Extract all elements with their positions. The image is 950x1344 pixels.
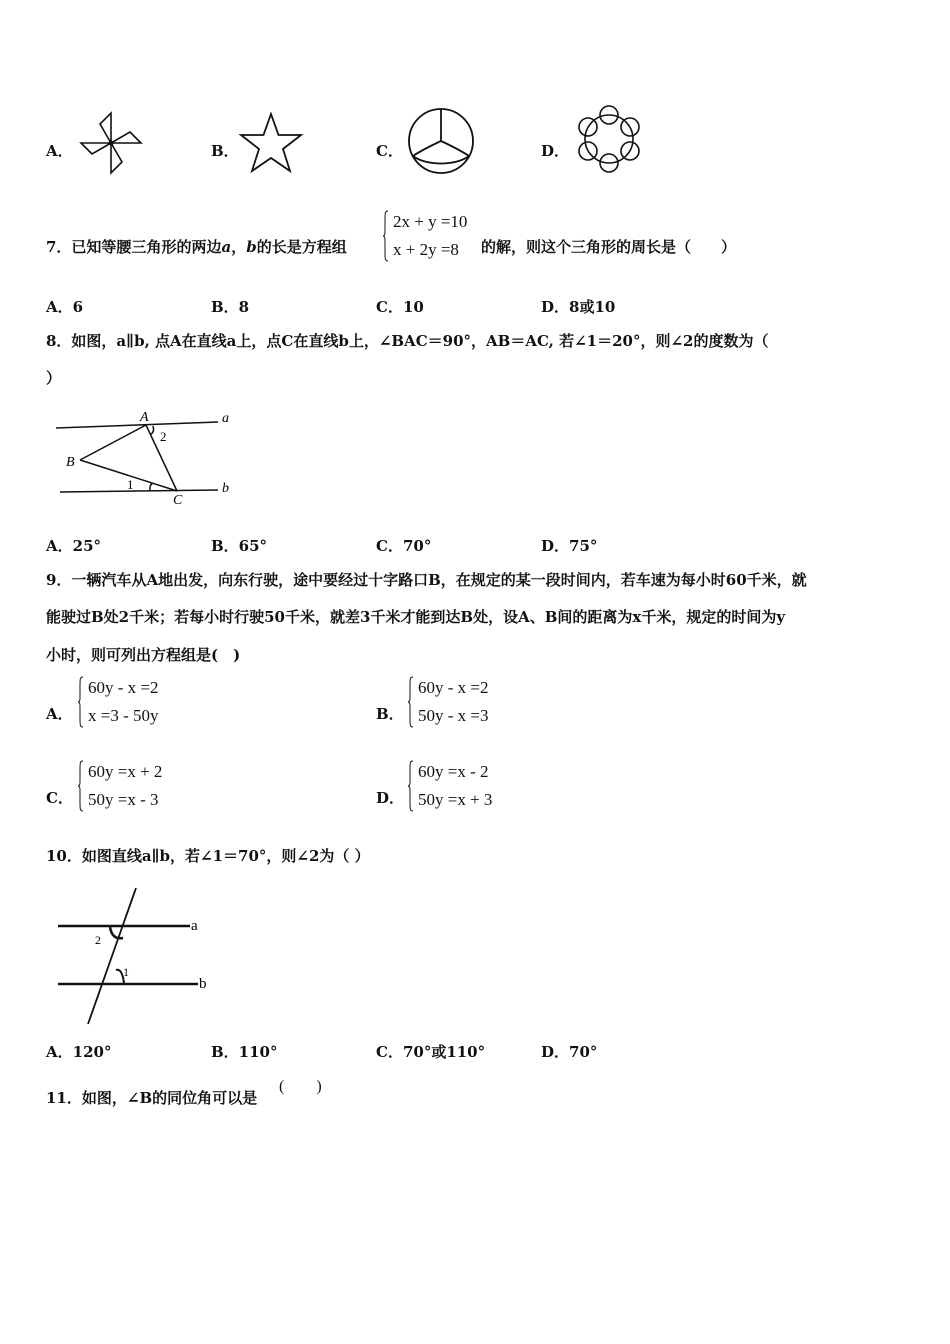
q8-label-angle1: 1 <box>127 477 134 492</box>
q9-option-b-system[interactable] <box>408 674 489 730</box>
q7-comma: ， <box>231 238 247 256</box>
q8-option-d[interactable]: D．75° <box>541 537 598 555</box>
brace-icon <box>78 760 84 812</box>
q9-stem-line1: 9．一辆汽车从A地出发，向东行驶，途中要经过十字路口B，在规定的某一段时间内，若车速为每小时60千米，就 <box>46 571 807 589</box>
q7-option-c[interactable]: C．10 <box>376 298 424 316</box>
q10-figure <box>50 884 220 1030</box>
q7-suffix: 的解，则这个三角形的周长是（ ） <box>481 238 737 256</box>
q9-stem-line2: 能驶过B处2千米；若每小时行驶50千米，就差3千米才能到达B处，设A、B间的距离为x千米，规定的时间为y <box>46 608 786 626</box>
q11-stem: 11．如图，∠B的同位角可以是 <box>46 1089 258 1107</box>
q10-label-b: b <box>199 976 207 992</box>
q8-option-c[interactable]: C．70° <box>376 537 432 555</box>
q8-label-B: B <box>66 455 75 470</box>
brace-icon <box>408 676 414 728</box>
q9-option-d-eq1: 60y =x - 2 <box>418 762 489 781</box>
q6-option-b-label[interactable]: B． <box>211 142 239 160</box>
q8-label-angle2: 2 <box>160 429 167 444</box>
q8-label-a: a <box>222 411 229 426</box>
circle-three-arcs-figure <box>406 106 476 176</box>
q7-option-b[interactable]: B．8 <box>211 298 250 316</box>
pinwheel-figure <box>78 110 144 176</box>
q8-figure <box>50 404 240 508</box>
q8-stem-line1: 8．如图，a∥b, 点A在直线a上，点C在直线b上，∠BAC＝90°，AB＝AC, 若∠1＝20°，则∠2的度数为（ <box>46 332 769 350</box>
q7-var-a: a <box>221 238 232 256</box>
brace-icon <box>78 676 84 728</box>
q9-option-c-eq2: 50y =x - 3 <box>88 790 159 809</box>
q10-stem: 10．如图直线a∥b，若∠1＝70°，则∠2为（ ） <box>46 847 370 865</box>
q9-option-c-eq1: 60y =x + 2 <box>88 762 163 781</box>
q7-eq2: x + 2y =8 <box>393 240 459 259</box>
brace-icon <box>383 210 389 262</box>
q7-middle: 的长是方程组 <box>256 238 347 256</box>
q10-option-d[interactable]: D．70° <box>541 1043 598 1061</box>
q9-option-c-label[interactable]: C． <box>46 789 73 807</box>
q9-option-a-eq1: 60y - x =2 <box>88 678 159 697</box>
q6-option-c-label[interactable]: C． <box>376 142 403 160</box>
q7-option-a[interactable]: A．6 <box>46 298 84 316</box>
q7-eq1: 2x + y =10 <box>393 212 468 231</box>
q8-label-C: C <box>173 493 183 508</box>
q9-option-b-label[interactable]: B． <box>376 705 404 723</box>
q7-stem <box>46 236 347 257</box>
q10-option-c[interactable]: C．70°或110° <box>376 1043 486 1061</box>
q9-option-d-eq2: 50y =x + 3 <box>418 790 493 809</box>
q9-stem-line3: 小时，则可列出方程组是( ) <box>46 646 241 664</box>
q10-label-angle1: 1 <box>123 965 129 979</box>
star-figure <box>238 112 304 174</box>
q8-label-b: b <box>222 481 229 496</box>
q10-label-a: a <box>191 918 198 934</box>
q8-label-A: A <box>140 410 149 425</box>
q9-option-b-eq2: 50y - x =3 <box>418 706 489 725</box>
q6-option-a-label[interactable]: A． <box>46 142 73 160</box>
q9-option-c-system[interactable] <box>78 758 163 814</box>
flower-circle-figure <box>572 102 646 176</box>
q9-option-d-label[interactable]: D． <box>376 789 405 807</box>
q8-option-b[interactable]: B．65° <box>211 537 268 555</box>
q9-option-d-system[interactable] <box>408 758 493 814</box>
q10-option-a[interactable]: A．120° <box>46 1043 112 1061</box>
q10-label-angle2: 2 <box>95 933 101 947</box>
q9-option-a-system[interactable] <box>78 674 159 730</box>
q9-option-a-label[interactable]: A． <box>46 705 73 723</box>
q6-option-d-label[interactable]: D． <box>541 142 570 160</box>
q8-stem-line2: ） <box>46 369 62 387</box>
brace-icon <box>408 760 414 812</box>
q11-answer-paren: ( ) <box>279 1078 322 1095</box>
q8-option-a[interactable]: A．25° <box>46 537 102 555</box>
q7-prefix: 7．已知等腰三角形的两边 <box>46 238 222 256</box>
q7-option-d[interactable]: D．8或10 <box>541 298 616 316</box>
q10-option-b[interactable]: B．110° <box>211 1043 278 1061</box>
q7-equation-system <box>383 208 468 264</box>
q7-var-b: b <box>246 238 257 256</box>
q9-option-a-eq2: x =3 - 50y <box>88 706 159 725</box>
q9-option-b-eq1: 60y - x =2 <box>418 678 489 697</box>
